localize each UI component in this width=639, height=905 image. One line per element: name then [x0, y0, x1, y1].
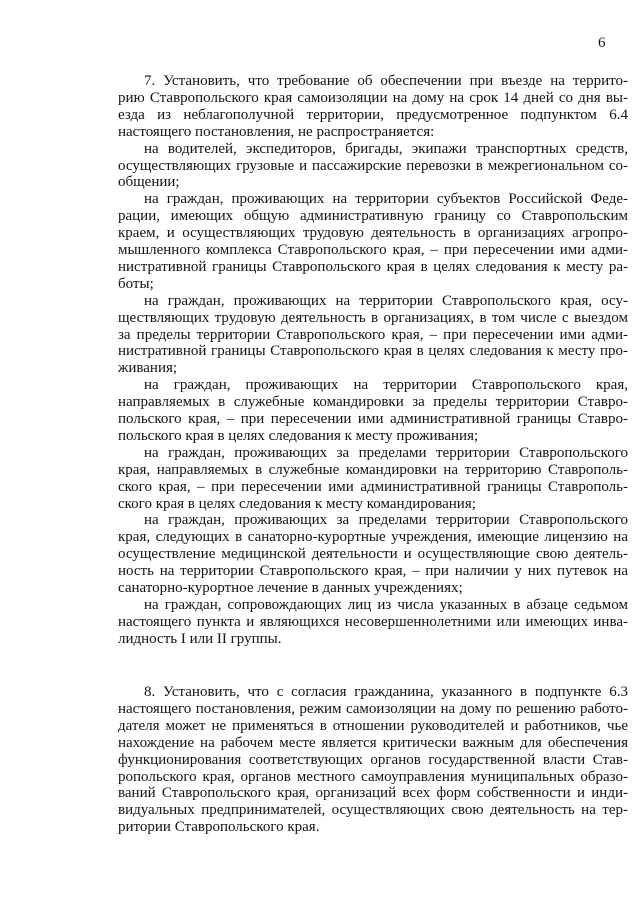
- text-line: живания;: [118, 360, 178, 377]
- text-line: настоящего пункта и являющихся несовершеннолетними или имеющих инва-: [118, 613, 628, 630]
- text-line: общении;: [118, 174, 180, 191]
- text-line: осуществление медицинской деятельности и осуществляющие свою деятель-: [118, 546, 628, 563]
- text-line: ского края, – при пересечении ими административной границы Ставрополь-: [118, 478, 628, 495]
- page-number: 6: [598, 35, 606, 51]
- text-line: мышленного комплекса Ставропольского края, – при пересечении ими адми-: [118, 242, 628, 258]
- text-line: ритории Ставропольского края.: [118, 819, 320, 836]
- text-line: боты;: [118, 275, 154, 292]
- text-line: на граждан, проживающих на территории Ставропольского края,: [144, 377, 628, 394]
- text-line: функционирования соответствующих органов государственной власти Став-: [118, 751, 628, 768]
- text-line: нахождение на рабочем месте является критически важным для обеспечения: [118, 734, 628, 751]
- text-line: края, направляемых в служебные командировки на территорию Ставрополь-: [118, 461, 628, 478]
- text-line: на граждан, сопровождающих лиц из числа указанных в абзаце седьмом: [144, 596, 628, 613]
- text-line: лидность I или II группы.: [118, 630, 282, 647]
- text-line: ность на территории Ставропольского края, – при наличии у них путевок на: [118, 563, 628, 580]
- text-line: 7. Установить, что требование об обеспечении при въезде на террито-: [144, 73, 628, 89]
- text-line: видуальных предпринимателей, осуществляющих свою деятельность на тер-: [118, 802, 628, 819]
- text-line: настоящего постановления, не распространяется:: [118, 123, 435, 140]
- text-line: дателя может не применяться в отношении руководителей и работников, чье: [118, 717, 628, 734]
- text-line: на граждан, проживающих за пределами территории Ставропольского: [144, 512, 628, 529]
- text-line: 8. Установить, что с согласия гражданина, указанного в подпункте 6.3: [144, 684, 628, 700]
- text-line: ществляющих трудовую деятельность в организациях, в том числе с выездом: [118, 309, 628, 326]
- text-line: за пределы территории Ставропольского края, – при пересечении ими адми-: [118, 326, 628, 343]
- text-line: нистративной границы Ставропольского края в целях следования к месту про-: [118, 343, 628, 360]
- text-line: на граждан, проживающих на территории субъектов Российской Феде-: [144, 191, 628, 208]
- text-line: ваний Ставропольского края, организаций всех форм собственности и инди-: [118, 785, 628, 802]
- text-line: на граждан, проживающих на территории Ставропольского края, осу-: [144, 292, 628, 309]
- text-line: краем, и осуществляющих трудовую деятельность в организациях агропро-: [118, 225, 628, 242]
- text-line: на водителей, экспедиторов, бригады, экипажи транспортных средств,: [144, 140, 628, 157]
- text-line: на граждан, проживающих за пределами территории Ставропольского: [144, 444, 628, 461]
- text-line: нистративной границы Ставропольского края в целях следования к месту ра-: [118, 258, 628, 275]
- text-line: настоящего постановления, режим самоизоляции на дому по решению работо-: [118, 700, 628, 717]
- text-line: осуществляющих грузовые и пассажирские перевозки в межрегиональном со-: [118, 157, 628, 174]
- text-line: ского края в целях следования к месту командирования;: [118, 495, 476, 512]
- text-line: направляемых в служебные командировки за пределы территории Ставро-: [118, 394, 628, 411]
- text-line: края, следующих в санаторно-курортные учреждения, имеющие лицензию на: [118, 529, 628, 546]
- text-line: рации, имеющих общую административную границу со Ставропольским: [118, 208, 628, 225]
- text-line: польского края, – при пересечении ими административной границы Ставро-: [118, 411, 628, 427]
- text-line: санаторно-курортное лечение в данных учреждениях;: [118, 580, 463, 596]
- text-line: польского края в целях следования к месту проживания;: [118, 427, 479, 444]
- text-line: рию Ставропольского края самоизоляции на дому на срок 14 дней со дня вы-: [118, 89, 628, 106]
- text-line: езда из неблагополучной территории, предусмотренное подпунктом 6.4: [118, 106, 628, 123]
- text-line: ропольского края, органов местного самоуправления муниципальных образо-: [118, 768, 628, 785]
